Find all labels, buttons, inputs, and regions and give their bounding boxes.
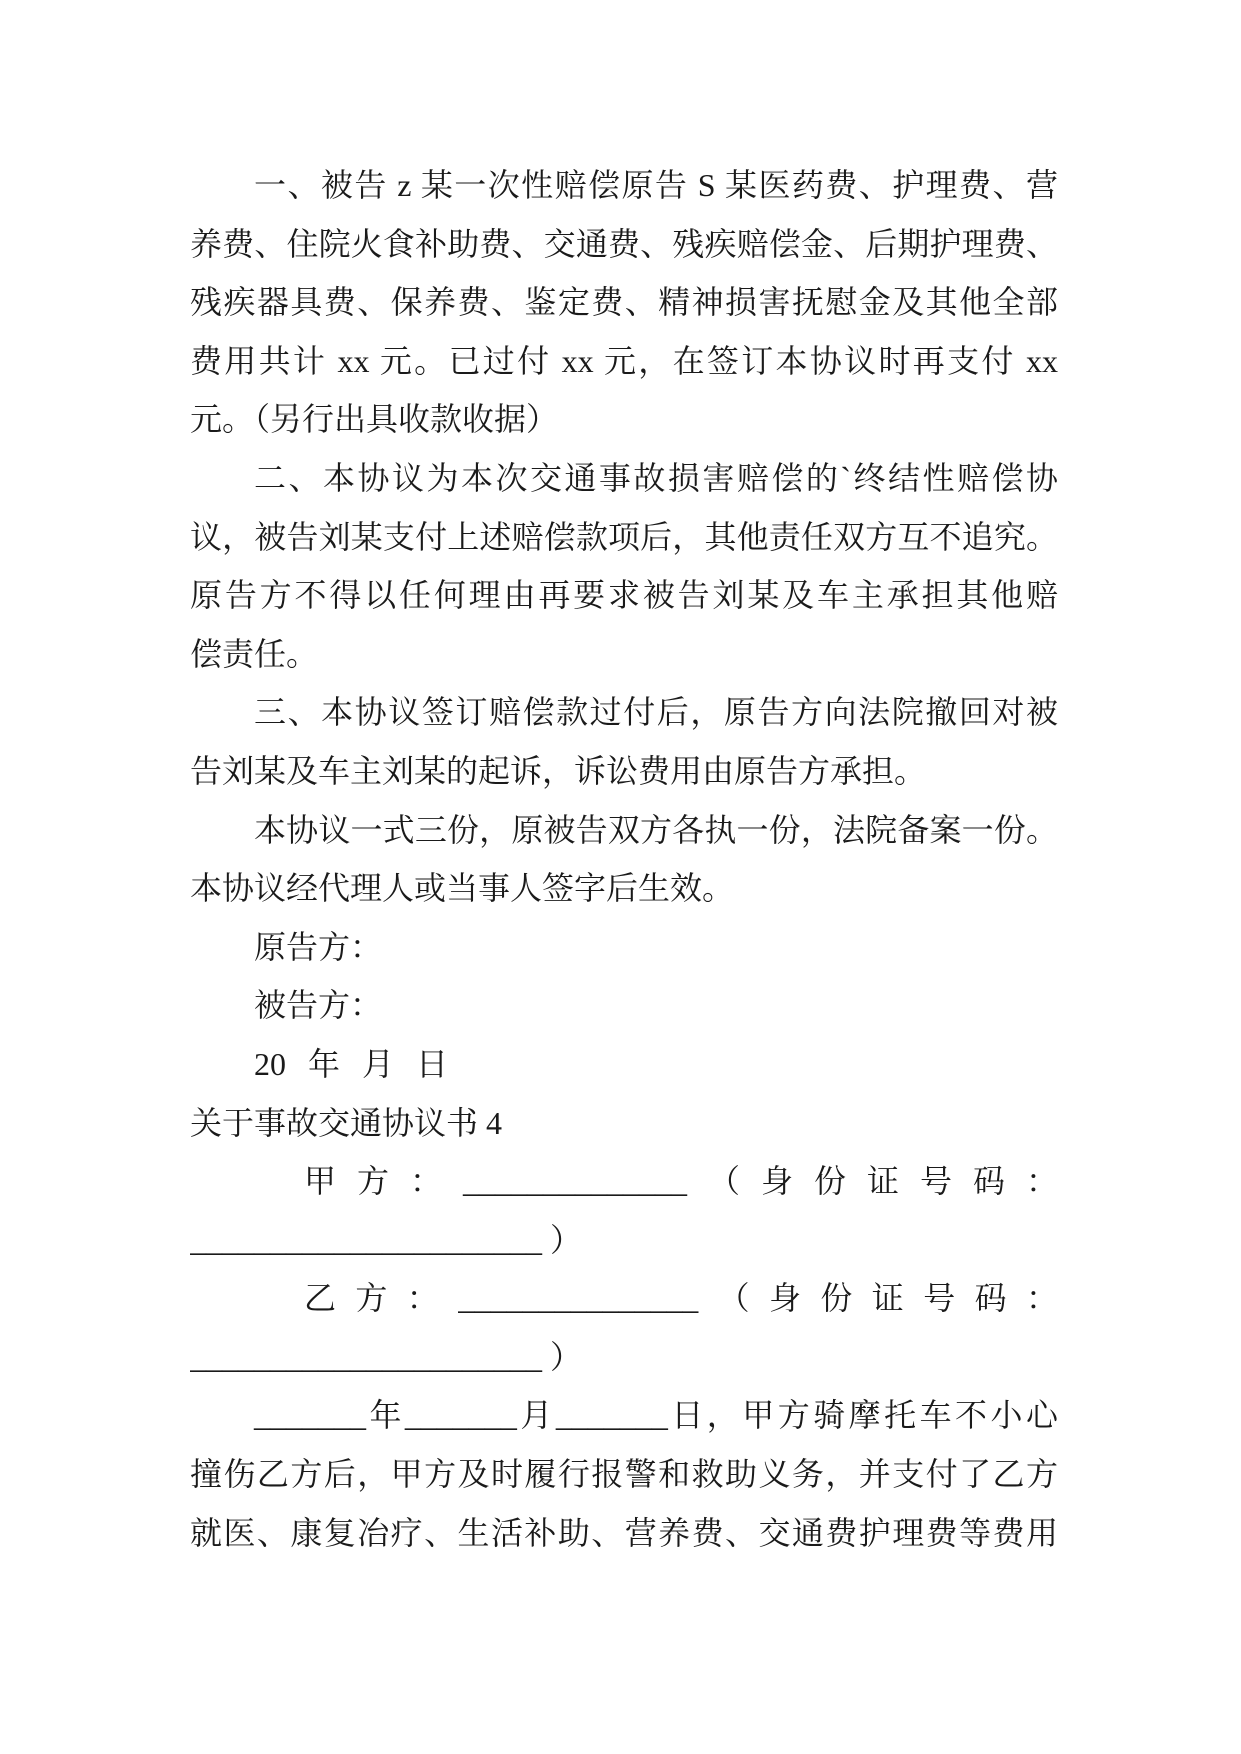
clause-two-finality [190, 449, 1058, 683]
party-a-line [190, 1152, 1058, 1269]
text-line: 偿责任。 [190, 635, 319, 672]
text-line: 撞伤乙方后，甲方及时履行报警和救助义务，并支付了乙方 [190, 1456, 1058, 1493]
text-line: 本协议经代理人或当事人签字后生效。 [190, 870, 735, 907]
text-line: 养费、住院火食补助费、交通费、残疾赔偿金、后期护理费、 [190, 225, 1058, 262]
text-line: 三、本协议签订赔偿款过付后，原告方向法院撤回对被 [254, 694, 1058, 731]
date-line: 20 年 月 日 [254, 1045, 449, 1082]
agreement-title: 关于事故交通协议书 4 [190, 1104, 503, 1141]
text-line: 乙方：_______________（身份证号码： [304, 1280, 1058, 1317]
text-line: 议，被告刘某支付上述赔偿款项后，其他责任双方互不追究。 [190, 518, 1058, 555]
copies-clause [190, 801, 1058, 918]
text-line: ______________________ ） [190, 1338, 583, 1375]
document-page [190, 156, 1058, 1562]
text-line: 残疾器具费、保养费、鉴定费、精神损害抚慰金及其他全部 [190, 284, 1058, 321]
accident-description [190, 1386, 1058, 1562]
text-line: 就医、康复冶疗、生活补助、营养费、交通费护理费等费用 [190, 1514, 1058, 1551]
text-line: 告刘某及车主刘某的起诉，诉讼费用由原告方承担。 [190, 752, 927, 789]
defendant-signature-line: 被告方： [254, 987, 383, 1024]
clause-one-compensation [190, 156, 1058, 449]
text-line: 原告方不得以任何理由再要求被告刘某及车主承担其他赔 [190, 577, 1058, 614]
text-line: 元。（另行出具收款收据） [190, 401, 559, 438]
party-b-line [190, 1269, 1058, 1386]
text-line: _______年_______月_______日，甲方骑摩托车不小心 [254, 1397, 1058, 1434]
text-line: 费用共计 xx 元。已过付 xx 元，在签订本协议时再支付 xx [190, 342, 1058, 379]
text-line: 甲方：______________（身份证号码： [304, 1163, 1058, 1200]
plaintiff-signature-line: 原告方： [254, 928, 383, 965]
text-line: 一、被告 z 某一次性赔偿原告 S 某医药费、护理费、营 [254, 167, 1058, 203]
clause-three-withdrawal [190, 683, 1058, 800]
text-line: 本协议一式三份，原被告双方各执一份，法院备案一份。 [254, 811, 1058, 848]
text-line: 二、本协议为本次交通事故损害赔偿的`终结性赔偿协 [254, 459, 1058, 496]
text-line: ______________________ ） [190, 1221, 583, 1258]
